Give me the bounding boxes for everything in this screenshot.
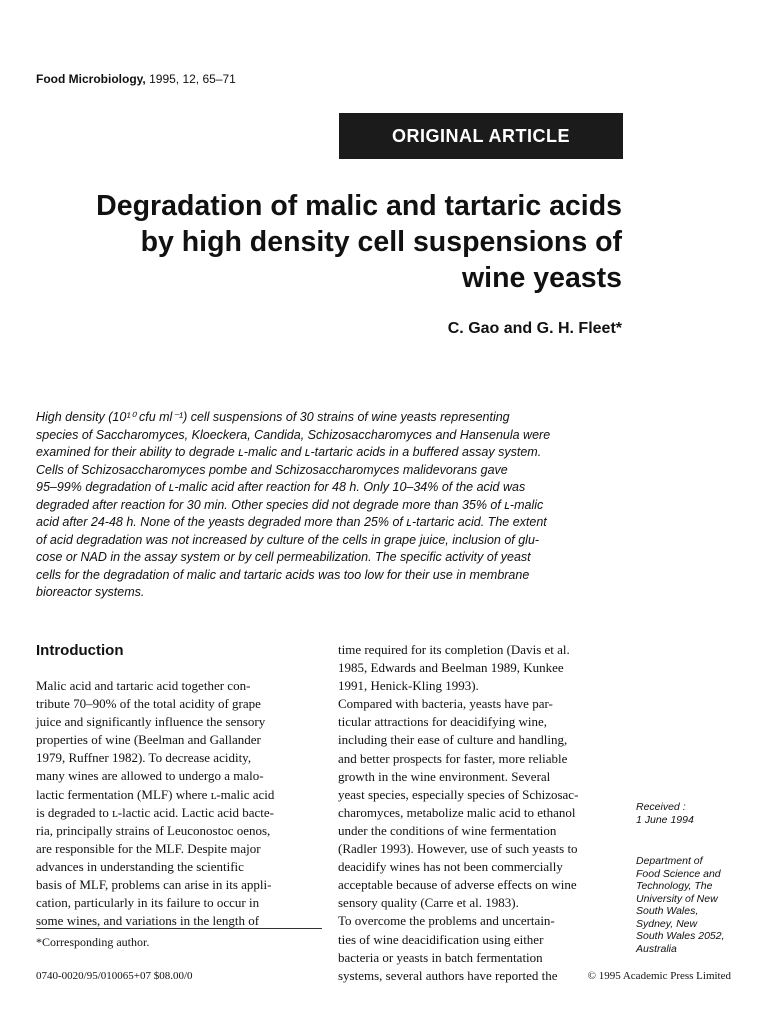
body-line: time required for its completion (Davis et al. [338, 642, 570, 657]
received-date: 1 June 1994 [636, 813, 694, 826]
journal-name: Food Microbiology, [36, 72, 146, 86]
body-line: Compared with bacteria, yeasts have par- [338, 696, 553, 712]
affiliation-line: Technology, The [636, 880, 713, 892]
body-line: yeast species, especially species of Schizosac- [338, 786, 579, 802]
affiliation-line: University of New [636, 892, 718, 905]
body-line: is degraded to ʟ-lactic acid. Lactic acid bacte- [36, 804, 275, 820]
body-line: cation, particularly in its failure to occur in [36, 895, 260, 911]
received-label: Received : [636, 801, 686, 813]
body-line: under the conditions of wine fermentation [338, 822, 557, 838]
body-line: basis of MLF, problems can arise in its appli- [36, 877, 272, 893]
body-line: deacidify wines has not been commercially [338, 859, 563, 875]
title-line: by high density cell suspensions of [140, 226, 622, 258]
body-column-right [338, 641, 622, 985]
body-line: growth in the wine environment. Several [338, 768, 551, 784]
abstract [36, 409, 628, 602]
authors: C. Gao and G. H. Fleet* [447, 320, 622, 337]
abstract-line: species of Saccharomyces, Kloeckera, Candida, Schizosaccharomyces and Hansenula were [36, 427, 551, 442]
body-line: (Radler 1993). However, use of such yeasts to [338, 841, 578, 857]
body-line: and better prospects for faster, more reliable [338, 750, 568, 766]
affiliation-line: Australia [636, 942, 677, 955]
affiliation-line: Food Science and [636, 867, 721, 880]
body-line: advances in understanding the scientific [36, 858, 244, 874]
abstract-line: acid after 24-48 h. None of the yeasts degraded more than 25% of ʟ-tartaric acid. The extent [36, 515, 547, 529]
body-line: tribute 70–90% of the total acidity of grape [36, 696, 261, 712]
body-line: many wines are allowed to undergo a malo- [36, 768, 264, 784]
abstract-line: 95–99% degradation of ʟ-malic acid after reaction for 48 h. Only 10–34% of the acid was [36, 480, 526, 494]
copyright-notice: © 1995 Academic Press Limited [587, 970, 731, 982]
abstract-line: degraded after reaction for 30 min. Other species did not degrade more than 35% of ʟ-malic [36, 497, 544, 512]
title-line: Degradation of malic and tartaric acids [96, 190, 622, 222]
article-code: 0740-0020/95/010065+07 $08.00/0 [36, 970, 193, 982]
journal-details: 1995, 12, 65–71 [145, 72, 236, 86]
article-type-label: ORIGINAL ARTICLE [392, 125, 570, 146]
body-line: acceptable because of adverse effects on wine [338, 877, 577, 893]
body-line: bacteria or yeasts in batch fermentation [338, 949, 543, 965]
article-type-banner [339, 113, 623, 159]
body-line: To overcome the problems and uncertain- [338, 913, 555, 929]
abstract-line: bioreactor systems. [36, 585, 145, 599]
body-line: properties of wine (Beelman and Gallander [36, 732, 261, 748]
section-heading-introduction: Introduction [36, 642, 124, 659]
title-line: wine yeasts [461, 262, 622, 294]
body-line: are responsible for the MLF. Despite major [36, 840, 261, 856]
article-title [40, 188, 622, 296]
affiliation-line: Sydney, New [636, 917, 698, 930]
body-line: ticular attractions for deacidifying wine, [338, 714, 548, 730]
body-line: ria, principally strains of Leuconostoc oenos, [36, 822, 271, 838]
abstract-line: cells for the degradation of malic and tartaric acids was too low for their use in membrane [36, 567, 530, 582]
body-line: juice and significantly influence the sensory [36, 714, 266, 730]
author-affiliation [636, 855, 736, 955]
body-line: sensory quality (Carre et al. 1983). [338, 895, 519, 911]
abstract-line: cose or NAD in the assay system or by cell permeabilization. The specific activity of yeast [36, 550, 531, 564]
body-line: systems, several authors have reported the [338, 967, 558, 983]
affiliation-line: South Wales 2052, [636, 930, 725, 942]
body-line: Malic acid and tartaric acid together con- [36, 678, 251, 693]
body-line: including their ease of culture and handling, [338, 732, 568, 748]
abstract-line: of acid degradation was not increased by culture of the cells in grape juice, inclusion of glu- [36, 532, 540, 547]
footnote-corresponding-author: *Corresponding author. [36, 935, 150, 949]
journal-citation [36, 72, 236, 86]
abstract-line: High density (10¹⁰ cfu ml⁻¹) cell suspensions of 30 strains of wine yeasts representing [36, 410, 510, 424]
body-line: ties of wine deacidification using either [338, 931, 544, 947]
body-line: lactic fermentation (MLF) where ʟ-malic acid [36, 786, 275, 802]
affiliation-line: Department of [636, 855, 703, 867]
body-line: charomyces, metabolize malic acid to ethanol [338, 804, 576, 820]
received-note [636, 801, 746, 826]
affiliation-line: South Wales, [636, 905, 699, 917]
body-line: some wines, and variations in the length of [36, 913, 260, 929]
body-line: 1985, Edwards and Beelman 1989, Kunkee [338, 660, 564, 676]
footnote-divider [36, 928, 322, 929]
body-column-left [36, 677, 324, 930]
body-line: 1991, Henick-Kling 1993). [338, 678, 479, 694]
abstract-line: Cells of Schizosaccharomyces pombe and Schizosaccharomyces malidevorans gave [36, 462, 508, 477]
body-line: 1979, Ruffner 1982). To decrease acidity, [36, 750, 252, 766]
abstract-line: examined for their ability to degrade ʟ-malic and ʟ-tartaric acids in a buffered assay system. [36, 445, 542, 459]
